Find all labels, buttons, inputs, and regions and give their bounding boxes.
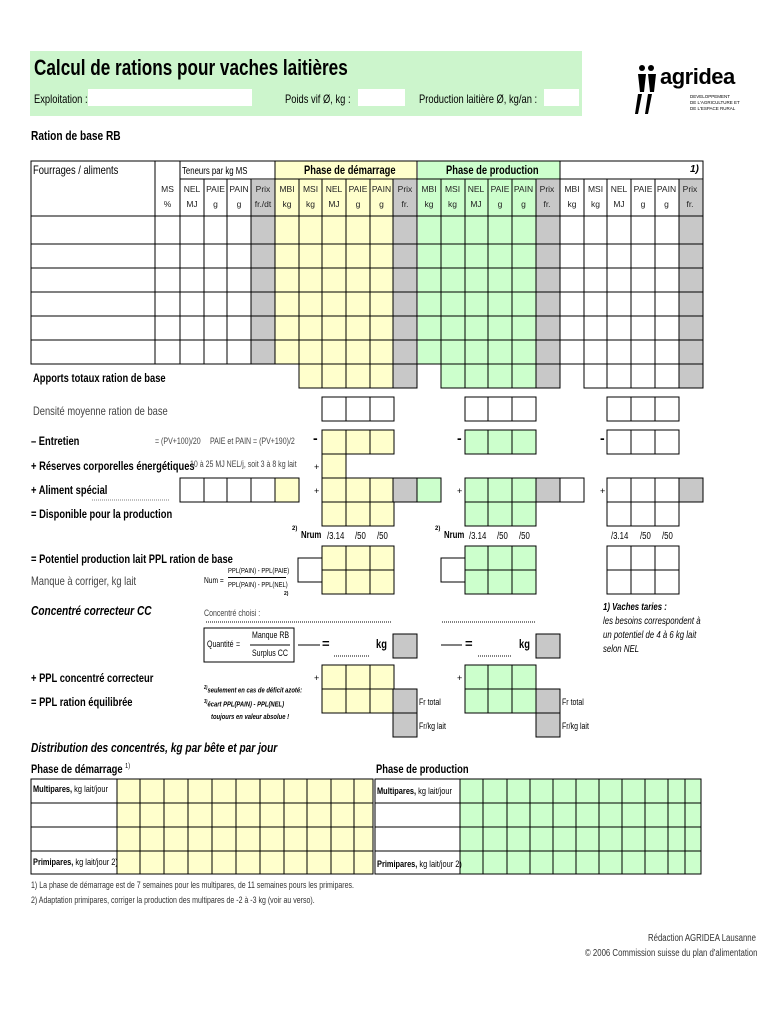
div-314-2: /3.14 xyxy=(469,531,487,542)
disponible-cells xyxy=(322,502,679,526)
taries-line-1: les besoins correspondent à xyxy=(603,616,701,627)
phase3-col-paie: PAIE g xyxy=(633,184,653,209)
concentre-cc-label: Concentré correcteur CC xyxy=(31,603,152,618)
densite-label: Densité moyenne ration de base xyxy=(33,404,168,418)
fr-kg-lait-2: Fr/kg lait xyxy=(562,721,589,731)
teneurs-col-nel: NEL MJ xyxy=(183,184,201,209)
phase-demarrage-header: Phase de démarrage xyxy=(304,163,396,177)
phase3-col-mbi: MBI kg xyxy=(564,184,580,209)
div-50-1b: /50 xyxy=(377,531,388,542)
plus-sign-reserves: + xyxy=(314,462,320,472)
plus-sign-aliment-3: + xyxy=(600,486,606,496)
disponible-label: = Disponible pour la production xyxy=(31,507,173,521)
taries-line-2: un potentiel de 4 à 6 kg lait xyxy=(603,630,697,641)
entretien-cells xyxy=(322,430,679,454)
distribution-title: Distribution des concentrés, kg par bête et par jour xyxy=(31,740,278,755)
div-314-1: /3.14 xyxy=(327,531,345,542)
minus-sign-3: - xyxy=(600,430,605,446)
phase2-col-mbi: MBI kg xyxy=(421,184,437,209)
num-fraction-bar xyxy=(228,577,286,578)
phase1-col-nel: NEL MJ xyxy=(325,184,343,209)
note-1-header: 1) xyxy=(690,164,699,175)
div-314-3: /3.14 xyxy=(611,531,629,542)
num-top: PPL(PAIN) - PPL(PAIE) xyxy=(228,566,290,575)
surplus-cc-label: Surplus CC xyxy=(252,648,288,658)
page-title: Calcul de rations pour vaches laitières xyxy=(34,55,348,80)
phase3-col-nel: NEL MJ xyxy=(610,184,628,209)
exploitation-label: Exploitation : xyxy=(34,92,88,106)
production-label: Production laitière Ø, kg/an : xyxy=(419,92,538,106)
section-ration-base: Ration de base RB xyxy=(31,128,121,143)
potentiel-cells xyxy=(298,546,679,594)
footer-copyright: © 2006 Commission suisse du plan d'alimentation xyxy=(585,948,758,959)
entretien-formula-1: = (PV+100)/20 xyxy=(155,436,201,446)
minus-sign-2: - xyxy=(457,430,462,446)
teneurs-label: Teneurs par kg MS xyxy=(182,166,248,177)
plus-sign-ppl-1: + xyxy=(314,673,320,683)
nrum-label-1: Nrum xyxy=(301,530,322,541)
ppl-cc-label: + PPL concentré correcteur xyxy=(31,671,154,685)
logo-tagline: DEVELOPPEMENT DE L'AGRICULTURE ET DE L'ESPACE RURAL xyxy=(690,94,740,111)
note-toujours: toujours en valeur absolue ! xyxy=(211,712,290,721)
fr-total-2: Fr total xyxy=(562,697,584,707)
sup-2-a: 2) xyxy=(292,526,298,532)
phase1-col-pain: PAIN g xyxy=(371,184,392,209)
phase2-col-pain: PAIN g xyxy=(513,184,534,209)
potentiel-label: = Potentiel production lait PPL ration de base xyxy=(31,552,233,566)
phase3-col-prix: Prix fr. xyxy=(682,184,698,209)
phase1-col-mbi: MBI kg xyxy=(279,184,295,209)
phase1-col-paie: PAIE g xyxy=(348,184,368,209)
cc-kg-1: kg xyxy=(376,637,387,651)
phase3-col-msi: MSI kg xyxy=(587,184,604,209)
note-ecart: $^{3)}$écart PPL(PAIN) - PPL(NEL) xyxy=(204,699,285,709)
teneurs-col-ms: MS % xyxy=(161,184,174,209)
div-50-3a: /50 xyxy=(640,531,651,542)
cc-kg-2: kg xyxy=(519,637,530,651)
nrum-label-2: Nrum xyxy=(444,530,465,541)
num-label: Num = xyxy=(204,575,224,585)
plus-sign-aliment-2: + xyxy=(457,486,463,496)
phase3-col-pain: PAIN g xyxy=(656,184,677,209)
dist-phase-demarrage: Phase de démarrage $^{1)}$ xyxy=(31,762,131,776)
dist-primipares-2: Primipares, kg lait/jour 2) xyxy=(377,859,462,870)
manque-label: Manque à corriger, kg lait xyxy=(31,574,137,588)
phase1-col-prix: Prix fr. xyxy=(397,184,413,209)
manque-rb-label: Manque RB xyxy=(252,630,290,640)
taries-title: 1) Vaches taries : xyxy=(603,602,667,613)
reserves-note: 10 à 25 MJ NEL/j, soit 3 à 8 kg lait xyxy=(190,459,297,469)
dist-primipares-1: Primipares, kg lait/jour 2) xyxy=(33,857,118,868)
div-50-3b: /50 xyxy=(662,531,673,542)
div-50-2b: /50 xyxy=(519,531,530,542)
aliment-cells xyxy=(180,478,703,502)
plus-sign-ppl-2: + xyxy=(457,673,463,683)
sup-2-b: 2) xyxy=(435,526,441,532)
concentre-choisi-label: Concentré choisi : xyxy=(204,608,261,618)
dist-multipares-1: Multipares, kg lait/jour xyxy=(33,784,108,795)
fr-kg-lait-1: Fr/kg lait xyxy=(419,721,446,731)
footnote-2: 2) Adaptation primipares, corriger la production des multipares de -2 à -3 kg (voir au verso). xyxy=(31,895,315,905)
phase2-col-nel: NEL MJ xyxy=(467,184,485,209)
plus-sign-aliment-1: + xyxy=(314,486,320,496)
taries-line-3: selon NEL xyxy=(603,644,639,655)
apports-row-cells xyxy=(299,364,703,388)
phase2-col-msi: MSI kg xyxy=(444,184,461,209)
entretien-label: – Entretien xyxy=(31,434,80,448)
sup-2-c: 2) xyxy=(284,591,289,597)
cc-equals-2: = xyxy=(465,636,473,651)
teneurs-col-pain: PAIN g xyxy=(229,184,249,209)
phase2-col-prix: Prix fr. xyxy=(539,184,555,209)
apports-label: Apports totaux ration de base xyxy=(33,371,166,385)
cc-equals-1: = xyxy=(322,636,330,651)
ppl-eq-label: = PPL ration équilibrée xyxy=(31,695,133,709)
teneurs-col-paie: PAIE g xyxy=(206,184,225,209)
densite-cells xyxy=(322,397,679,421)
poids-label: Poids vif Ø, kg : xyxy=(285,92,351,106)
phase2-col-paie: PAIE g xyxy=(490,184,510,209)
minus-sign-1: - xyxy=(313,430,318,446)
reserves-label: + Réserves corporelles énergétiques xyxy=(31,459,195,473)
entretien-formula-2: PAIE et PAIN = (PV+190)/2 xyxy=(210,436,295,446)
div-50-2a: /50 xyxy=(497,531,508,542)
phase1-col-msi: MSI kg xyxy=(302,184,319,209)
fr-total-1: Fr total xyxy=(419,697,441,707)
reserves-cells xyxy=(322,454,346,478)
footnote-1: 1) La phase de démarrage est de 7 semaines pour les multipares, de 11 semaines pours les primipares. xyxy=(31,880,354,890)
quantite-equals: = xyxy=(236,639,241,649)
footer-redaction: Rédaction AGRIDEA Lausanne xyxy=(648,933,756,944)
div-50-1a: /50 xyxy=(355,531,366,542)
num-bottom: PPL(PAIN) - PPL(NEL) xyxy=(228,580,288,589)
quantite-label: Quantité xyxy=(207,639,234,649)
teneurs-col-prix: Prix fr./dt xyxy=(254,184,272,209)
logo-brand: agridea xyxy=(660,64,735,89)
fourrages-label: Fourrages / aliments xyxy=(33,163,119,177)
dist-multipares-2: Multipares, kg lait/jour xyxy=(377,786,452,797)
dist-phase-production: Phase de production xyxy=(376,762,469,776)
phase-production-header: Phase de production xyxy=(446,163,539,177)
aliment-label: + Aliment spécial xyxy=(31,483,108,497)
note-deficit: $^{2)}$seulement en cas de déficit azoté: xyxy=(204,685,303,695)
